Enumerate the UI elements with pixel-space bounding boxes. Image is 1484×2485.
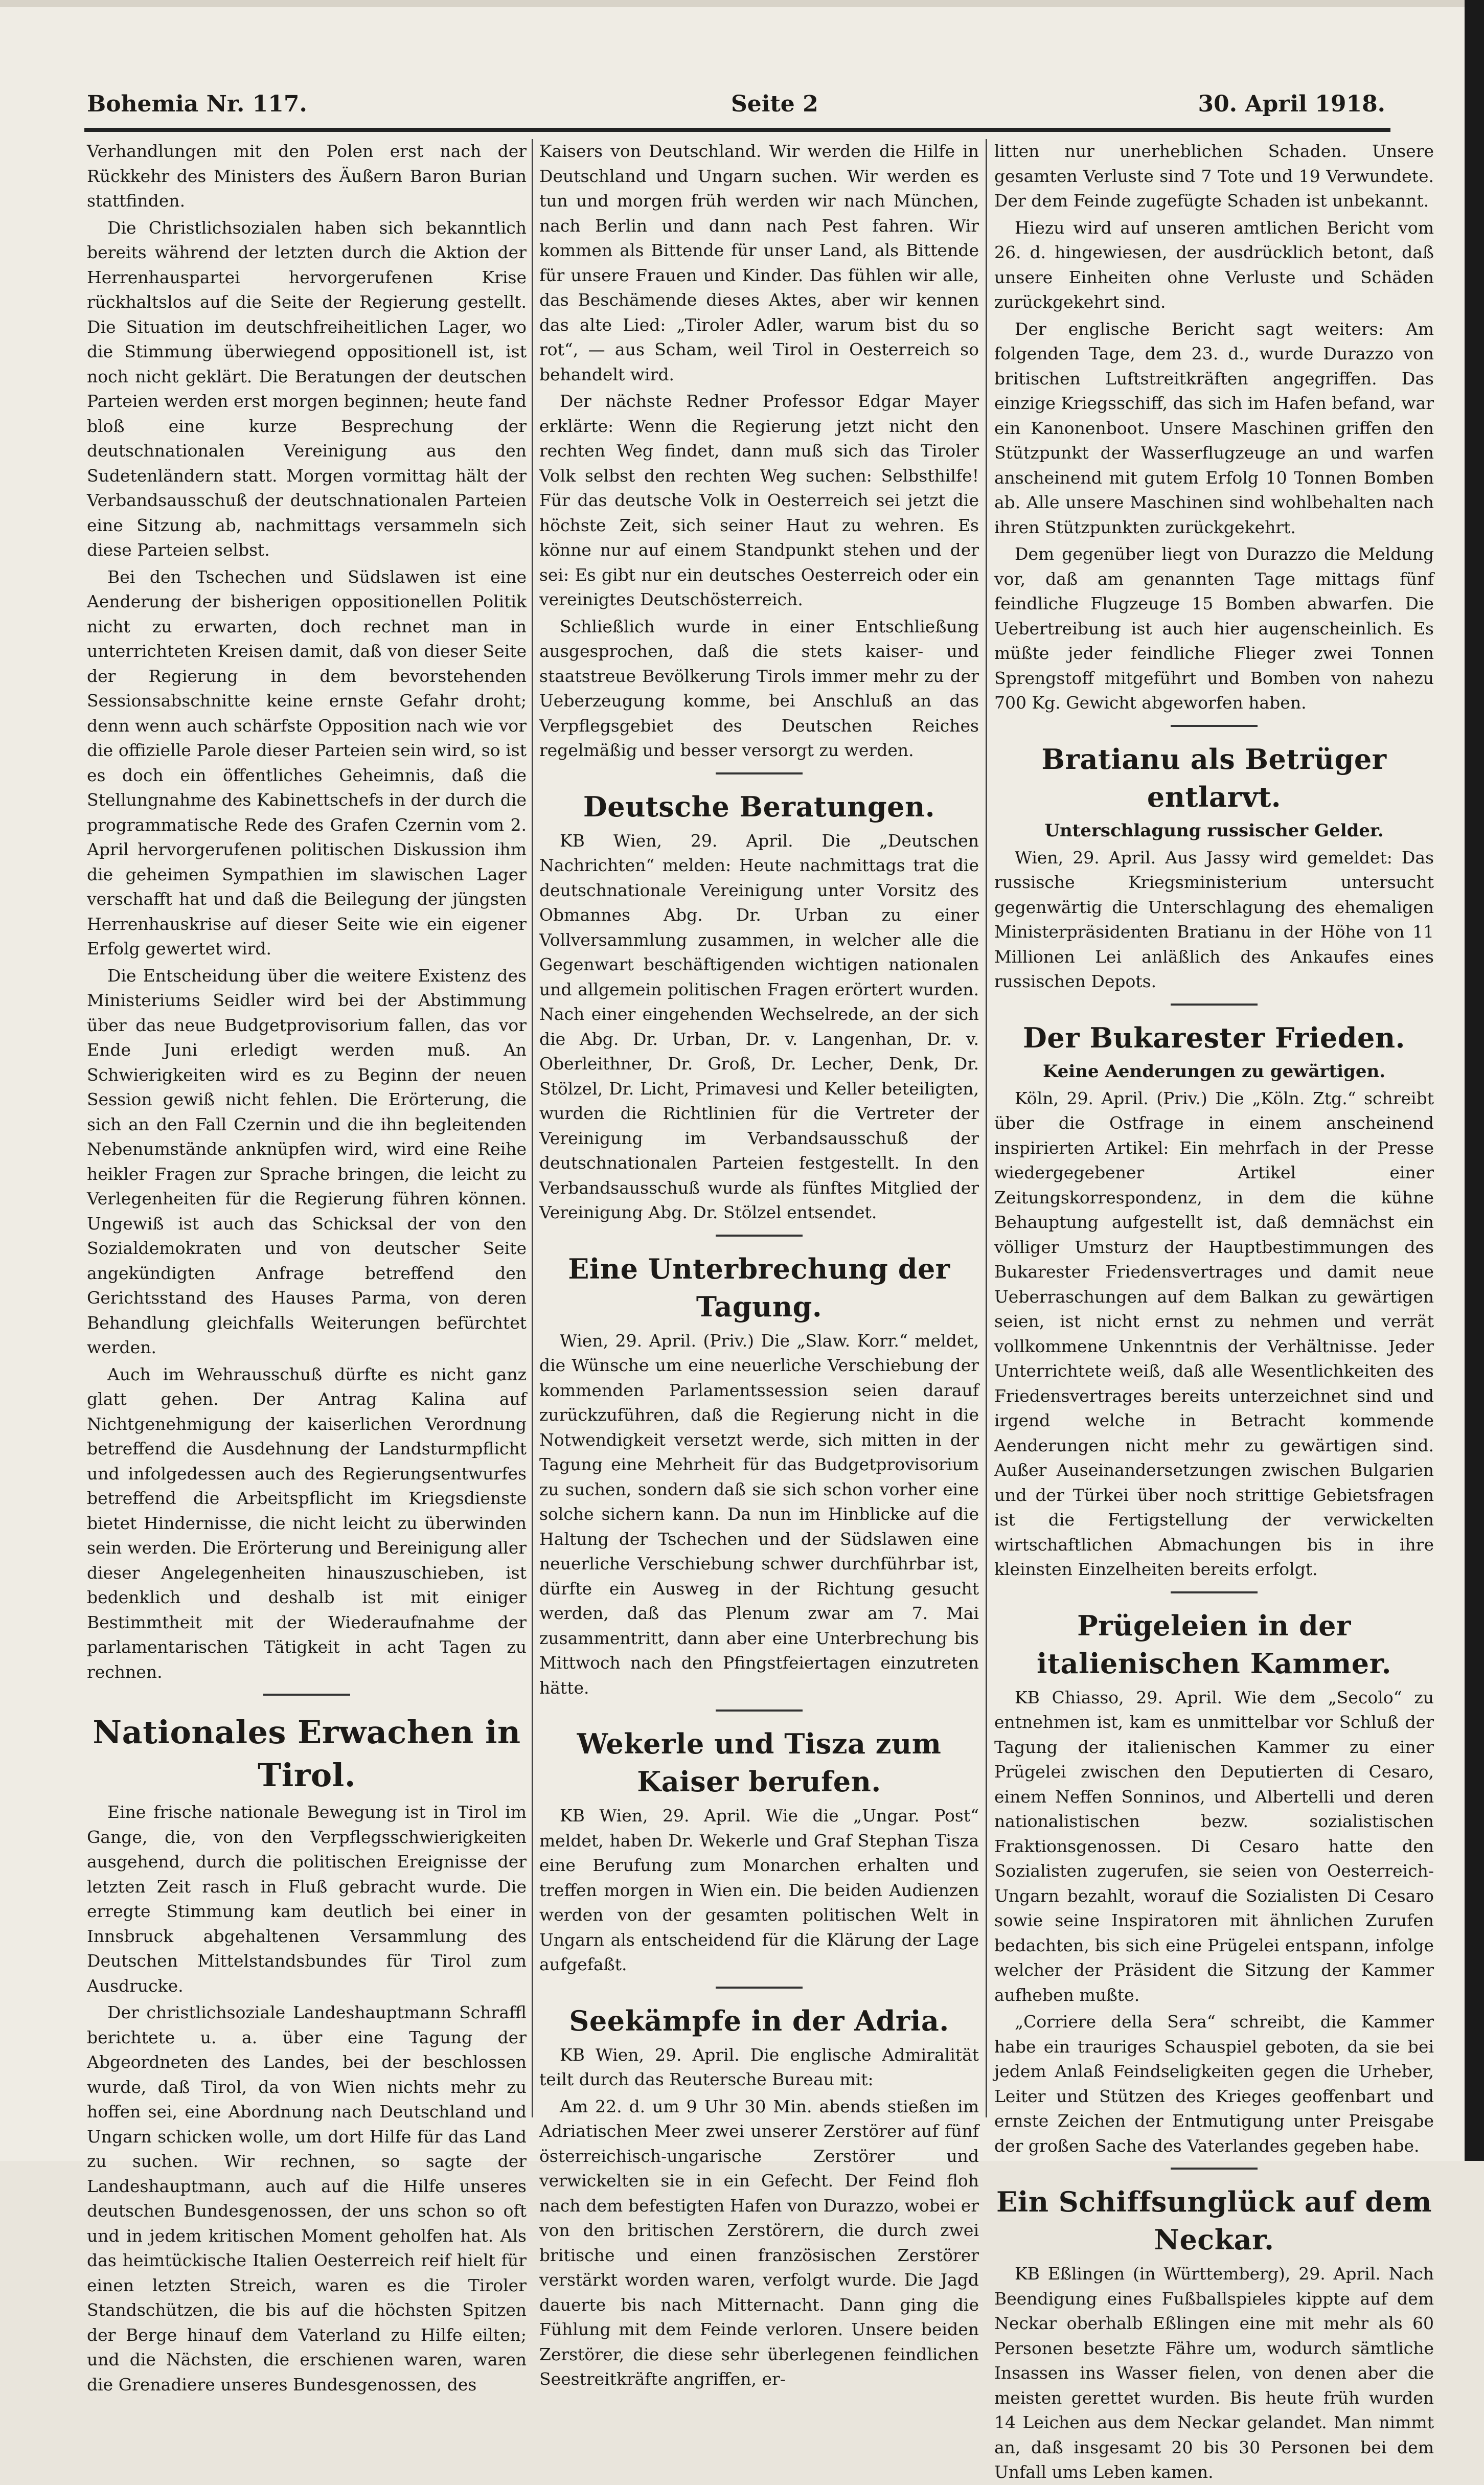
issue-date: 30. April 1918. <box>1198 91 1385 117</box>
article-paragraph: KB Chiasso, 29. April. Wie dem „Secolo“ zu entnehmen ist, kam es unmittelbar vor Schluß der Tagung der italienischen Kammer zu einer Prügelei zwischen den Deputierten di Cesaro, einem Neffen Sonninos, und Albertelli und deren nationalistischen bezw. sozialistischen Fraktionsgenossen. Di Cesaro hatte den Sozialisten zugerufen, sie seien von Oesterreich-Ungarn bezahlt, worauf die Sozialisten Di Cesaro sowie seine Inspiratoren mit ähnlichen Zurufen bedachten, bis sich eine Prügelei entspann, infolge welcher der Präsident die Sitzung der Kammer aufheben mußte. <box>994 1687 1434 2005</box>
article-paragraph: Die Entscheidung über die weitere Existenz des Ministeriums Seidler wird bei der Abstimmung über das neue Budgetprovisorium fallen, das vor Ende Juni erledigt werden muß. An Schwierigkeiten wird es zu Beginn der neuen Session gewiß nicht fehlen. Die Erörterung, die sich an den Fall Czernin und die ihn begleitenden Nebenumstände anknüpfen wird, wird eine Reihe heikler Fragen zur Sprache bringen, die leicht zu Verlegenheiten für die Regierung führen können. Ungewiß ist auch das Schicksal der von den Sozialdemokraten und von deutscher Seite angekündigten Anfrage betreffend den Gerichtsstand des Hauses Parma, von deren Behandlung gleichfalls Weiterungen befürchtet werden. <box>87 965 527 1357</box>
headline-bratianu: Bratianu als Betrüger entlarvt. <box>1041 742 1387 813</box>
article-paragraph: KB Wien, 29. April. Wie die „Ungar. Post“ meldet, haben Dr. Wekerle und Graf Stephan Tisza eine Berufung zum Monarchen erhalten und treffen morgen in Wien ein. Die beiden Audienzen werden von der gesamten politischen Welt in Ungarn als entscheidend für die Klärung der Lage aufgefaßt. <box>539 1806 979 1974</box>
article-paragraph: Eine frische nationale Bewegung ist in Tirol im Gange, die, von den Verpflegsschwierigkeiten ausgehend, durch die politischen Ereignisse der letzten Zeit rasch in Fluß gebracht wurde. Die erregte Stimmung kam deutlich bei einer in Innsbruck abgehaltenen Versammlung des Deutschen Mittelstandsbundes für Tirol zum Ausdrucke. <box>87 1802 527 1996</box>
scan-edge-top <box>0 0 1484 7</box>
scan-edge-right <box>1465 0 1484 2161</box>
article-paragraph: Der nächste Redner Professor Edgar Mayer erklärte: Wenn die Regierung jetzt nicht den rechten Weg findet, dann muß sich das Tiroler Volk selbst den rechten Weg suchen: Selbsthilfe! Für das deutsche Volk in Oesterreich sei jetzt die höchste Zeit, sich seiner Haut zu wehren. Es könne nur auf einem Standpunkt stehen und der sei: Es gibt nur ein deutsches Oesterreich oder ein vereinigtes Deutschösterreich. <box>539 391 979 609</box>
section-divider <box>716 1709 803 1712</box>
page-header <box>87 91 1385 127</box>
article-paragraph: litten nur unerheblichen Schaden. Unsere gesamten Verluste sind 7 Tote und 19 Verwundete. Der dem Feinde zugefügte Schaden ist unbekannt. <box>994 141 1434 211</box>
subheadline-bratianu: Unterschlagung russischer Gelder. <box>1044 820 1384 841</box>
article-paragraph: Der englische Bericht sagt weiters: Am folgenden Tage, dem 23. d., wurde Durazzo von britischen Luftstreitkräften angegriffen. Das einzige Kriegsschiff, das sich im Hafen befand, war ein Kanonenboot. Unsere Maschinen griffen den Stützpunkt der Wasserflugzeuge an und warfen anscheinend mit gutem Erfolg 10 Tonnen Bomben ab. Alle unsere Maschinen sind wohlbehalten nach ihren Stützpunkten zurückgekehrt. <box>994 318 1434 537</box>
article-paragraph: Dem gegenüber liegt von Durazzo die Meldung vor, daß am genannten Tage mittags fünf feindliche Flugzeuge 15 Bomben abwarfen. Die Uebertreibung ist auch hier augenscheinlich. Es müßte jeder feindliche Flieger zwei Tonnen Sprengstoff mitgeführt und Bomben von nahezu 700 Kg. Gewicht abgeworfen haben. <box>994 544 1434 713</box>
headline-neckar: Ein Schiffsunglück auf dem Neckar. <box>996 2185 1432 2256</box>
header-rule <box>84 128 1390 132</box>
page-number: Seite 2 <box>731 91 818 117</box>
article-paragraph: Die Christlichsozialen haben sich bekanntlich bereits während der letzten durch die Aktion der Herrenhauspartei hervorgerufenen Krise rückhaltslos auf die Seite der Regierung gestellt. Die Situation im deutschfreiheitlichen Lager, wo die Stimmung überwiegend oppositionell ist, ist noch nicht geklärt. Die Beratungen der deutschen Parteien werden erst morgen beginnen; heute fand bloß eine kurze Besprechung der deutschnationalen Vereinigung aus den Sudetenländern statt. Morgen vormittag hält der Verbandsausschuß der deutschnationalen Parteien eine Sitzung ab, nachmittags versammeln sich diese Parteien selbst. <box>87 217 527 560</box>
headline-pruegeleien: Prügeleien in der italienischen Kammer. <box>1037 1609 1391 1680</box>
column-rule <box>986 139 987 2117</box>
section-divider <box>716 1235 803 1237</box>
column-rule <box>532 139 533 2117</box>
section-divider <box>1171 1004 1258 1006</box>
headline-wekerle: Wekerle und Tisza zum Kaiser berufen. <box>577 1727 942 1798</box>
article-paragraph: Köln, 29. April. (Priv.) Die „Köln. Ztg.“ schreibt über die Ostfrage in einem anscheinend inspirierten Artikel: Ein mehrfach in der Presse wiedergegebener Artikel einer Zeitungskorrespondenz, in dem die kühne Behauptung aufgestellt ist, daß demnächst ein völliger Umsturz der Hauptbestimmungen des Bukarester Friedensvertrages und damit neue Ueberraschungen auf dem Balkan zu gewärtigen seien, ist nicht ernst zu nehmen und verrät vollkommene Unkenntnis der Verhältnisse. Jeder Unterrichtete weiß, daß alle Wesentlichkeiten des Friedensvertrages bereits unterzeichnet sind und irgend welche in Betracht kommende Aenderungen nicht mehr zu gewärtigen sind. Außer Auseinandersetzungen zwischen Bulgarien und der Türkei über noch strittige Gebietsfragen ist die Fertigstellung der verwickelten wirtschaftlichen Abmachungen bis in ihre kleinsten Einzelheiten bereits erfolgt. <box>994 1088 1434 1579</box>
article-paragraph: „Corriere della Sera“ schreibt, die Kammer habe ein trauriges Schauspiel geboten, da sie bei jedem Anlaß Feindseligkeiten gegen die Urheber, Leiter und Stützen des Krieges geoffenbart und ernste Zeichen der Entmutigung unter Preisgabe der großen Sache des Vaterlandes gegeben habe. <box>994 2012 1434 2156</box>
article-paragraph: Bei den Tschechen und Südslawen ist eine Aenderung der bisherigen oppositionellen Politik nicht zu erwarten, doch rechnet man in unterrichteten Kreisen damit, daß von dieser Seite der Regierung in dem bevorstehenden Sessionsabschnitte keine ernste Gefahr droht; denn wenn auch schärfste Opposition nach wie vor die offizielle Parole dieser Parteien sein wird, so ist es doch ein öffentliches Geheimnis, daß die Stellungnahme des Kabinettschefs in der durch die programmatische Rede des Grafen Czernin vom 2. April hervorgerufenen politischen Diskussion ihm die geheimen Sympathien im slawischen Lager verschafft hat und daß die Beilegung der jüngsten Herrenhauskrise auf dieser Seite wie ein eigener Erfolg gewertet wird. <box>87 566 527 959</box>
headline-deutsche-beratungen: Deutsche Beratungen. <box>583 790 935 823</box>
section-divider <box>1171 2168 1258 2170</box>
column-2 <box>539 139 979 2389</box>
masthead-issue: Bohemia Nr. 117. <box>87 91 307 117</box>
article-paragraph: Auch im Wehrausschuß dürfte es nicht ganz glatt gehen. Der Antrag Kalina auf Nichtgenehmigung der kaiserlichen Verordnung betreffend die Ausdehnung der Landsturmpflicht und infolgedessen auch des Regierungsentwurfes betreffend die Arbeitspflicht im Kriegsdienste bietet Hindernisse, die nicht leicht zu überwinden sein werden. Die Erörterung und Bereinigung aller dieser Angelegenheiten hinauszuschieben, ist bedenklich und deshalb ist mit einiger Bestimmtheit mit der Wiederaufnahme der parlamentarischen Tätigkeit in acht Tagen zu rechnen. <box>87 1364 527 1682</box>
article-paragraph: Der christlichsoziale Landeshauptmann Schraffl berichtete u. a. über eine Tagung der Abgeordneten des Landes, bei der beschlossen wurde, daß Tirol, da von Wien nichts mehr zu hoffen sei, eine Abordnung nach Deutschland und Ungarn schicken wolle, um dort Hilfe für das Land zu suchen. Wir rechnen, so sagte der Landeshauptmann, auch auf die Hilfe unseres deutschen Bundesgenossen, der uns schon so oft und in jedem kritischen Moment geholfen hat. Als das heimtückische Italien Oesterreich reif hielt für einen letzten Streich, waren es die Tiroler Standschützen, die bis auf die höchsten Spitzen der Berge hinauf dem Vaterland zu Hilfe eilten; und die Nächsten, die erschienen waren, waren die Grenadiere unseres Bundesgenossen, des <box>87 2002 527 2395</box>
column-1 <box>87 139 527 2395</box>
section-divider <box>1171 725 1258 727</box>
headline-adria: Seekämpfe in der Adria. <box>569 2004 949 2037</box>
article-paragraph: Wien, 29. April. (Priv.) Die „Slaw. Korr.“ meldet, die Wünsche um eine neuerliche Verschiebung der kommenden Parlamentssession seien darauf zurückzuführen, daß die Regierung nicht in die Notwendigkeit versetzt werde, sich mitten in der Tagung eine Mehrheit für das Budgetprovisorium zu suchen, sondern daß sie sich schon vorher eine solche sichern kann. Da nun im Hinblicke auf die Haltung der Tschechen und der Südslawen eine neuerliche Verschiebung schwer durchführbar ist, dürfte ein Ausweg in der Richtung gesucht werden, daß das Plenum zwar am 7. Mai zusammentritt, dann aber eine Unterbrechung bis Mittwoch nach den Pfingstfeiertagen einzutreten hätte. <box>539 1330 979 1698</box>
article-paragraph: Verhandlungen mit den Polen erst nach der Rückkehr des Ministers des Äußern Baron Burian stattfinden. <box>87 141 527 211</box>
article-paragraph: Hiezu wird auf unseren amtlichen Bericht vom 26. d. hingewiesen, der ausdrücklich betont, daß unsere Einheiten ohne Verluste und Schäden zurückgekehrt sind. <box>994 217 1434 312</box>
headline-unterbrechung: Eine Unterbrechung der Tagung. <box>568 1252 950 1323</box>
article-paragraph: Schließlich wurde in einer Entschließung ausgesprochen, daß die stets kaiser- und staatstreue Bevölkerung Tirols immer mehr zu der Ueberzeugung komme, bei Anschluß an das Verpflegsgebiet des Deutschen Reiches regelmäßig und besser versorgt zu werden. <box>539 616 979 760</box>
article-paragraph: Kaisers von Deutschland. Wir werden die Hilfe in Deutschland und Ungarn suchen. Wir werden es tun und morgen früh werden wir nach München, nach Berlin und dann nach Pest fahren. Wir kommen als Bittende für unser Land, als Bittende für unsere Frauen und Kinder. Das fühlen wir alle, das Beschämende dieses Aktes, aber wir kennen das alte Lied: „Tiroler Adler, warum bist du so rot“, — aus Scham, weil Tirol in Oesterreich so behandelt wird. <box>539 141 979 384</box>
article-paragraph: Am 22. d. um 9 Uhr 30 Min. abends stießen im Adriatischen Meer zwei unserer Zerstörer auf fünf österreichisch-ungarische Zerstörer und verwickelten sie in ein Gefecht. Der Feind floh nach dem befestigten Hafen von Durazzo, wobei er von den britischen Zerstörern, die durch zwei britische und einen französischen Zerstörer verstärkt worden waren, verfolgt wurde. Die Jagd dauerte bis nach Mitternacht. Dann ging die Fühlung mit dem Feinde verloren. Unsere beiden Zerstörer, die diese sehr überlegenen feindlichen Seestreitkräfte angriffen, er- <box>539 2096 979 2389</box>
article-paragraph: KB Wien, 29. April. Die „Deutschen Nachrichten“ melden: Heute nachmittags trat die deutschnationale Vereinigung unter Vorsitz des Obmannes Abg. Dr. Urban zu einer Vollversammlung zusammen, in welcher alle die Gegenwart beschäftigenden wichtigen nationalen und allgemein politischen Fragen erörtert wurden. Nach einer eingehenden Wechselrede, an der sich die Abg. Dr. Urban, Dr. v. Langenhan, Dr. v. Oberleithner, Dr. Groß, Dr. Lecher, Denk, Dr. Stölzel, Dr. Licht, Primavesi und Keller beteiligten, wurden die Richtlinien für die Vertreter der Vereinigung im Verbandsausschuß der deutschnationalen Parteien festgestellt. In den Verbandsausschuß wurde als fünftes Mitglied der Vereinigung Abg. Dr. Stölzel entsendet. <box>539 830 979 1222</box>
article-paragraph: Wien, 29. April. Aus Jassy wird gemeldet: Das russische Kriegsministerium untersucht gegenwärtig die Unterschlagung des ehemaligen Ministerpräsidenten Bratianu in der Höhe von 11 Millionen Lei anläßlich des Ankaufes eines russischen Depots. <box>994 847 1434 991</box>
section-divider <box>716 772 803 774</box>
section-divider <box>263 1694 350 1696</box>
section-divider <box>716 1987 803 1989</box>
article-paragraph: KB Wien, 29. April. Die englische Admiralität teilt durch das Reutersche Bureau mit: <box>539 2044 979 2089</box>
section-divider <box>1171 1591 1258 1593</box>
subheadline-bukarest: Keine Aenderungen zu gewärtigen. <box>1042 1061 1386 1082</box>
headline-tirol: Nationales Erwachen in Tirol. <box>93 1714 521 1794</box>
article-paragraph: KB Eßlingen (in Württemberg), 29. April. Nach Beendigung eines Fußballspieles kippte auf dem Neckar oberhalb Eßlingen eine mit mehr als 60 Personen besetzte Fähre um, wodurch sämtliche Insassen ins Wasser fielen, von denen aber die meisten gerettet wurden. Bis heute früh wurden 14 Leichen aus dem Neckar gelandet. Man nimmt an, daß insgesamt 20 bis 30 Personen bei dem Unfall ums Leben kamen. <box>994 2264 1434 2482</box>
headline-bukarest: Der Bukarester Frieden. <box>1023 1021 1405 1054</box>
column-3 <box>994 139 1434 2482</box>
